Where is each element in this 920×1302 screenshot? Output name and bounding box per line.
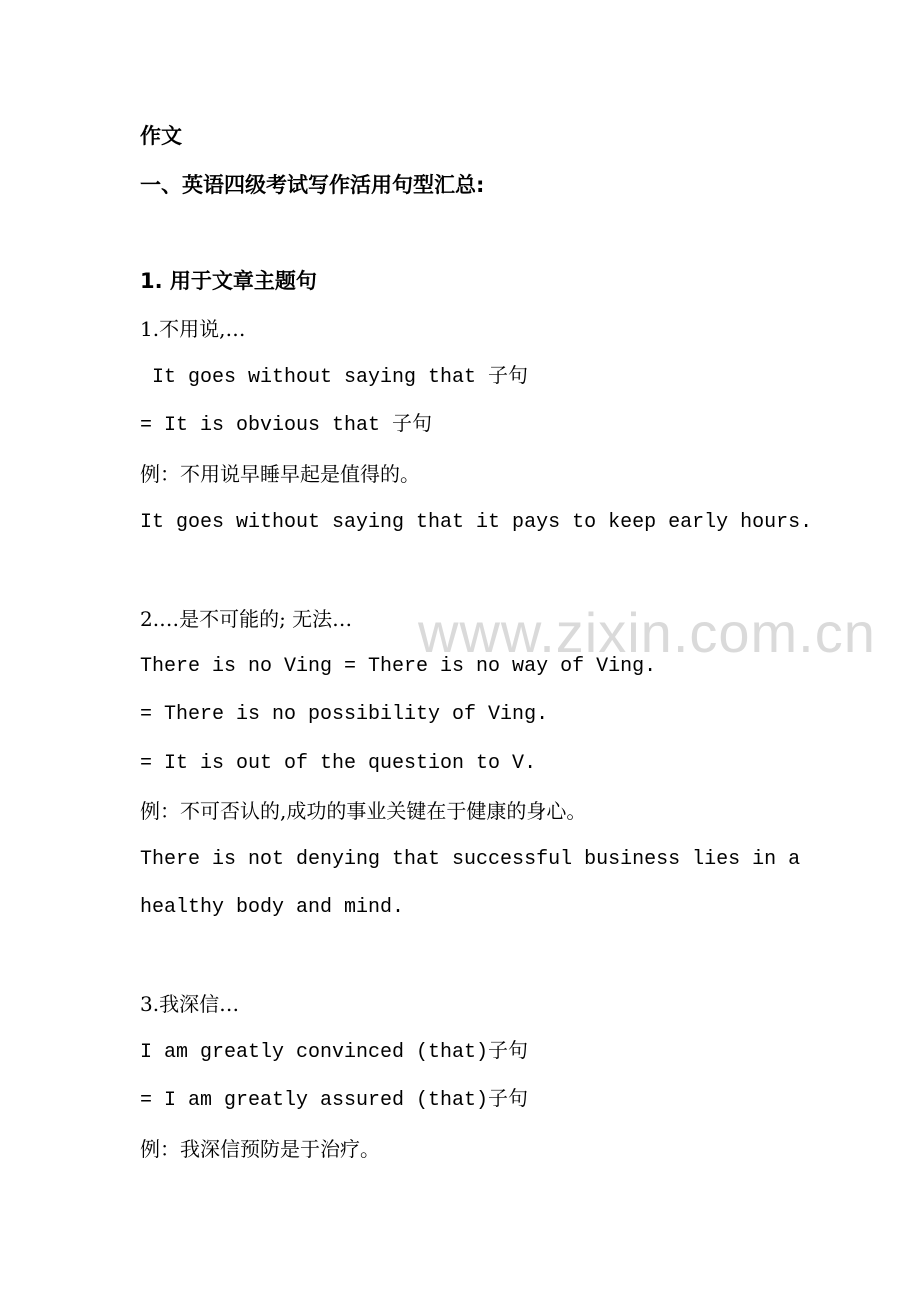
item-3-pattern-2: = I am greatly assured (that)子句 <box>140 1089 529 1112</box>
item-2-pattern-1: There is no Ving = There is no way of Ving. <box>140 655 657 678</box>
item-2-pattern-3: = It is out of the question to V. <box>140 752 537 775</box>
item-2-example-en-line-1: There is not denying that successful business lies in a <box>140 848 801 871</box>
item-2-pattern-2: = There is no possibility of Ving. <box>140 703 549 726</box>
item-1-heading: 1.不用说,… <box>140 317 246 341</box>
item-1-pattern-1: It goes without saying that 子句 <box>140 366 529 389</box>
item-3-pattern-1: I am greatly convinced (that)子句 <box>140 1041 529 1064</box>
item-2-example-en-line-2: healthy body and mind. <box>140 896 405 919</box>
item-3-heading: 3.我深信… <box>140 992 240 1016</box>
item-2-example-cn: 例：不可否认的,成功的事业关键在于健康的身心。 <box>140 799 587 823</box>
subsection-heading: 1. 用于文章主题句 <box>140 269 317 293</box>
item-1-example-cn: 例：不用说早睡早起是值得的。 <box>140 462 420 486</box>
item-3-example-cn: 例：我深信预防是于治疗。 <box>140 1137 380 1161</box>
watermark: www.zixin.com.cn <box>418 601 876 664</box>
item-2-heading: 2.…是不可能的; 无法… <box>140 607 353 631</box>
item-1-example-en: It goes without saying that it pays to keep early hours. <box>140 511 813 534</box>
item-1-pattern-2: = It is obvious that 子句 <box>140 414 433 437</box>
section-heading: 一、英语四级考试写作活用句型汇总: <box>140 173 485 197</box>
document-title: 作文 <box>140 124 182 148</box>
